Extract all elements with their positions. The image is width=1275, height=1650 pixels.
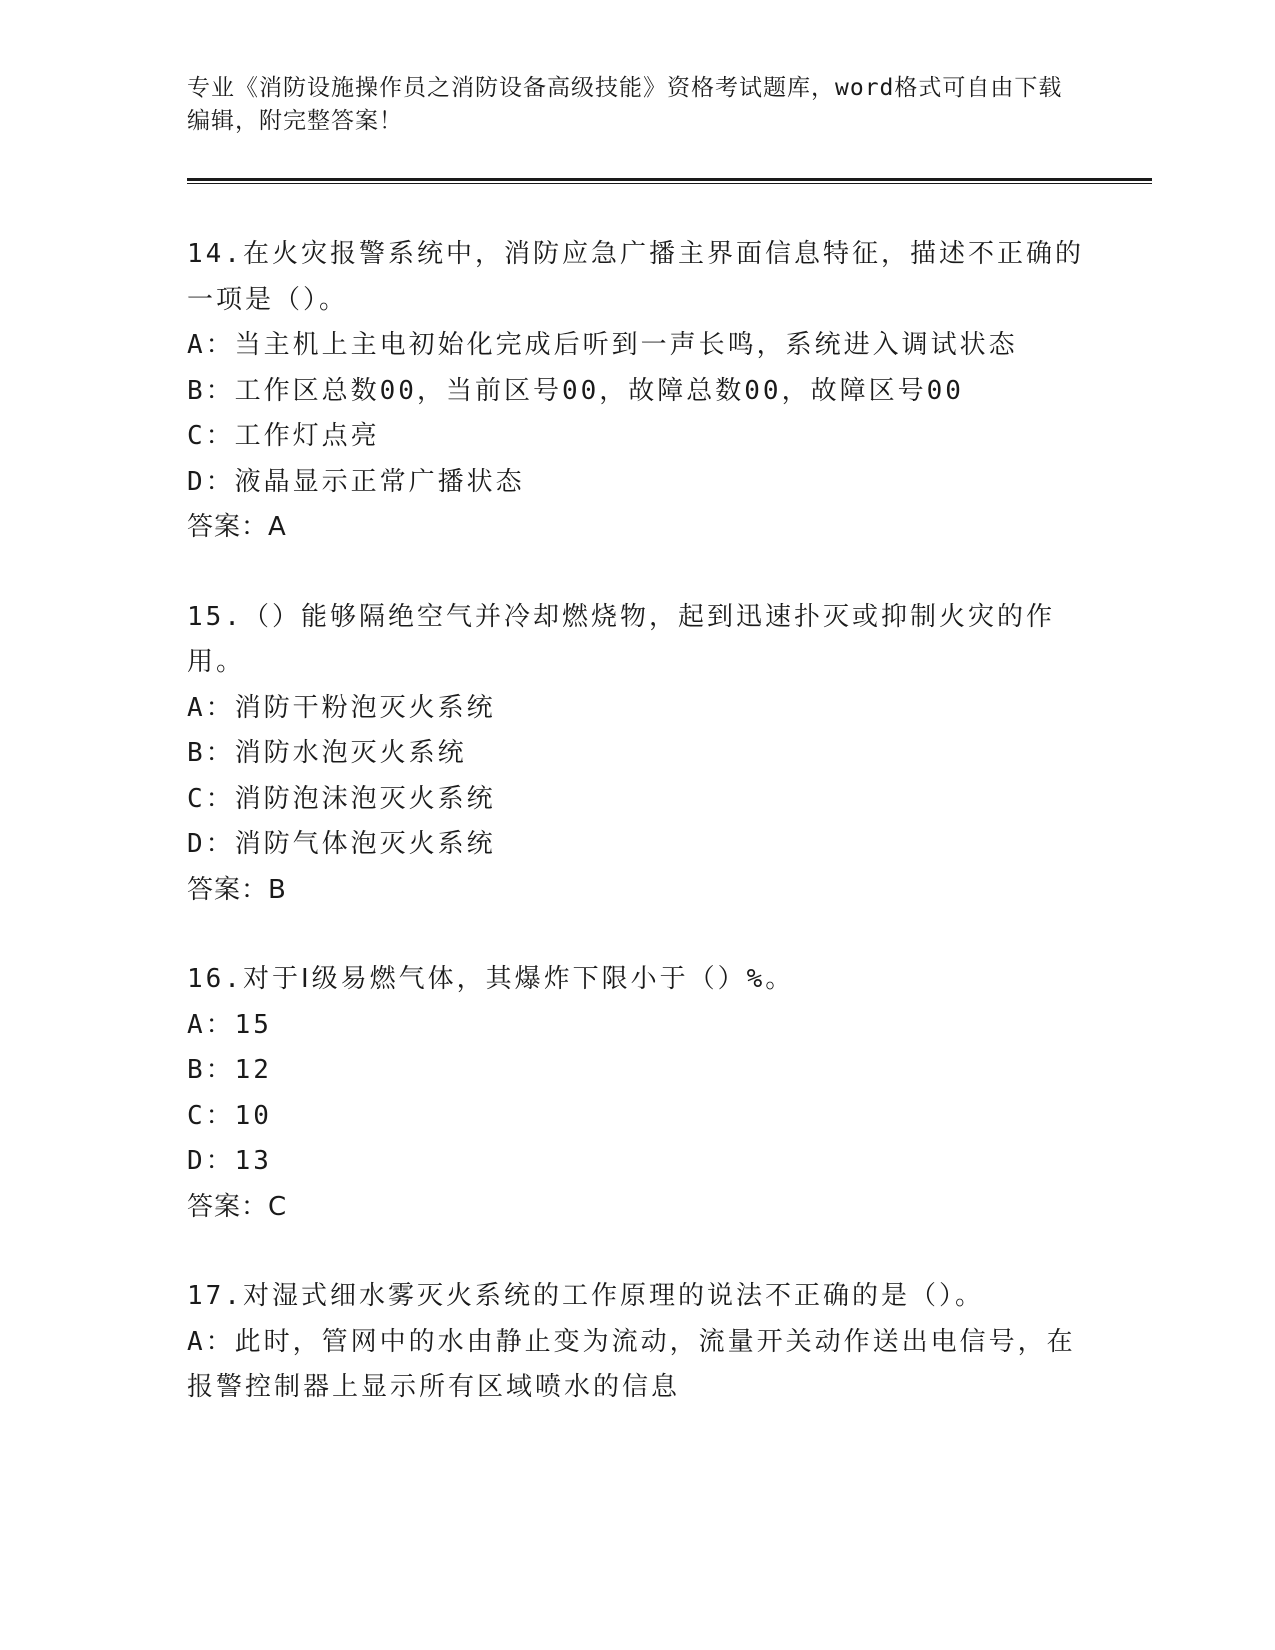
option-b: B：工作区总数00，当前区号00，故障总数00，故障区号00 — [187, 375, 964, 406]
document-header: 专业《消防设施操作员之消防设备高级技能》资格考试题库，word格式可自由下载编辑，附完整答案！ — [187, 75, 1063, 134]
option-c: C：工作灯点亮 — [187, 421, 380, 451]
header-divider-thick — [187, 178, 1152, 181]
question-14 — [187, 232, 1087, 551]
question-16 — [187, 957, 1087, 1230]
question-17 — [187, 1274, 1087, 1411]
option-d: D：13 — [187, 1146, 272, 1176]
answer-line: 答案：C — [187, 1191, 288, 1222]
answer-line: 答案：B — [187, 874, 287, 905]
option-b: B：12 — [187, 1055, 272, 1085]
question-stem: 17.对湿式细水雾灭火系统的工作原理的说法不正确的是（）。 — [187, 1281, 984, 1311]
option-d: D：液晶显示正常广播状态 — [187, 466, 525, 497]
option-a: A：15 — [187, 1009, 272, 1040]
question-stem: 14.在火灾报警系统中，消防应急广播主界面信息特征，描述不正确的一项是（）。 — [187, 239, 1084, 315]
question-stem: 15.（）能够隔绝空气并冷却燃烧物，起到迅速扑灭或抑制火灾的作用。 — [187, 601, 1055, 677]
question-15 — [187, 595, 1087, 914]
option-c: C：消防泡沫泡灭火系统 — [187, 783, 496, 814]
option-a: A：此时，管网中的水由静止变为流动，流量开关动作送出电信号，在报警控制器上显示所有区域喷水的信息 — [187, 1326, 1076, 1402]
option-a: A：当主机上主电初始化完成后听到一声长鸣，系统进入调试状态 — [187, 330, 1018, 360]
option-a: A：消防干粉泡灭火系统 — [187, 692, 496, 723]
question-list — [187, 232, 1087, 1455]
header-divider-thin — [187, 183, 1152, 184]
question-stem: 16.对于Ⅰ级易燃气体，其爆炸下限小于（）%。 — [187, 964, 795, 994]
answer-line: 答案：A — [187, 512, 287, 542]
option-d: D：消防气体泡灭火系统 — [187, 829, 496, 859]
option-b: B：消防水泡灭火系统 — [187, 738, 467, 768]
option-c: C：10 — [187, 1100, 272, 1131]
